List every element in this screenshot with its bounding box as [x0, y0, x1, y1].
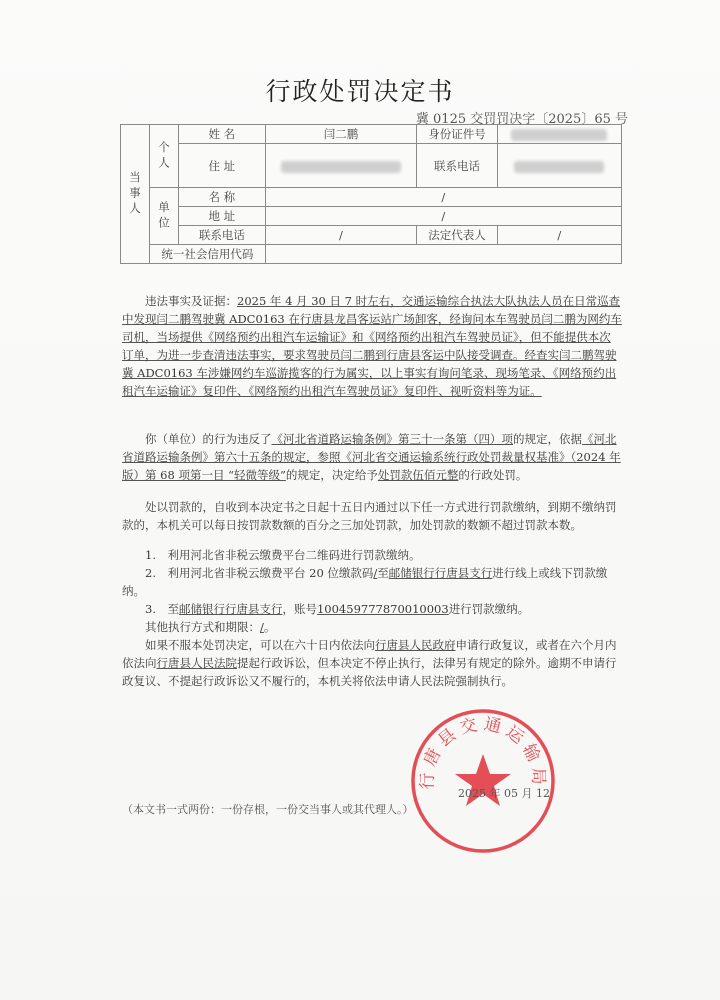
- credit-code-label: 统一社会信用代码: [150, 245, 266, 264]
- appeal-text-c: 提起行政诉讼，但本决定不停止执行，法律另有规定的除外。逾期不申请行政复议、不提起行政诉讼又不履行的，本机关将依法申请人民法院强制执行。: [122, 656, 617, 688]
- option3-text-b: ，账号: [282, 602, 317, 616]
- phone-label: 联系电话: [417, 144, 497, 188]
- option2-text-c: 进行线上或线下罚款缴纳。: [122, 566, 608, 598]
- appeal-government: 行唐县人民政府: [375, 638, 456, 652]
- document-number: 冀 0125 交罚罚决字〔2025〕65 号: [415, 112, 628, 127]
- stamp-date: 2025 年 05 月 12: [458, 787, 550, 800]
- official-seal: [408, 706, 558, 856]
- unit-label: 单位: [150, 188, 179, 245]
- name-label: 姓 名: [179, 125, 266, 144]
- document-footer-note: （本文书一式两份：一份存根，一份交当事人或其代理人。）: [122, 803, 414, 816]
- individual-label: 个人: [150, 125, 179, 188]
- facts-section: [122, 292, 622, 400]
- other-text-a: 其他执行方式和期限：: [145, 620, 260, 634]
- facts-paragraph: [122, 292, 622, 400]
- payment-option-3: [122, 600, 622, 618]
- unit-name-label: 名 称: [179, 188, 266, 207]
- option2-code-blank: /: [373, 566, 378, 580]
- credit-code-value: [265, 245, 621, 264]
- option3-account: 100459777870010003: [316, 602, 449, 616]
- address-label: 住 址: [179, 144, 266, 188]
- violation-text-2: 的规定，依据: [513, 432, 582, 446]
- basis-law: 《河北省道路运输条例》第六十五条的规定，参照《河北省交通运输系统行政处罚裁量权基准》（2024 年版）第 68 项第一目 “轻微等级”: [122, 432, 621, 482]
- unit-name-value: /: [265, 188, 621, 207]
- facts-text: 2025 年 4 月 30 日 7 时左右，交通运输综合执法大队执法人员在日常巡查中发现闫二鹏驾驶冀 ADC0163 在行唐县龙昌客运站广场卸客，经询问本车驾驶员闫二鹏为网约车司机，当场提供《网络预约出租汽车运输证》和《网络预约出租汽车驾驶员证》，但不能提供本次订单，为进一步查清违法事实，要求驾驶员闫二鹏到行唐县客运中队接受调查。经查实闫二鹏驾驶冀 ADC0163 车涉嫌网约车巡游揽客的行为属实，以上事实有询问笔录、现场笔录、《网络预约出租汽车运输证》复印件、《网络预约出租汽车驾驶员证》复印件、视听资料等为证。: [122, 294, 622, 398]
- penalty-amount: 处罚款伍佰元整: [377, 468, 459, 482]
- unit-address-label: 地 址: [179, 207, 266, 226]
- other-execution: [122, 618, 622, 636]
- option3-text-c: 进行罚款缴纳。: [448, 602, 530, 616]
- other-blank: /: [260, 620, 264, 634]
- violation-text-4: 的行政处罚。: [458, 468, 528, 482]
- party-label: 当事人: [121, 125, 150, 264]
- address-value-redacted: [265, 144, 417, 188]
- id-value-redacted: [497, 125, 621, 144]
- name-value: 闫二鹏: [265, 125, 417, 144]
- document-title: 行政处罚决定书: [265, 77, 455, 106]
- appeal-text-a: 如果不服本处罚决定，可以在六十日内依法向: [145, 638, 375, 652]
- appeal-court: 行唐县人民法院: [156, 656, 237, 670]
- violation-section: [122, 430, 622, 484]
- seal-text: 行唐县交通运输局: [417, 714, 549, 790]
- option3-text-a: 3. 至: [145, 602, 179, 616]
- violation-text-3: 的规定，决定给予: [285, 468, 378, 482]
- option2-bank: 邮储银行行唐县支行: [388, 566, 493, 580]
- party-info-table: [120, 124, 622, 264]
- facts-label: 违法事实及证据：: [145, 294, 237, 308]
- other-text-b: 。: [263, 620, 276, 634]
- appeal-paragraph: [122, 636, 622, 690]
- option2-text-a: 2. 利用河北省非税云缴费平台 20 位缴款码: [145, 566, 374, 580]
- option2-text-b: 至: [377, 566, 389, 580]
- legal-rep-label: 法定代表人: [417, 226, 497, 245]
- option3-bank: 邮储银行行唐县支行: [178, 602, 283, 616]
- violation-paragraph: [122, 430, 622, 484]
- violated-law: 《河北省道路运输条例》第三十一条第（四）项: [271, 432, 513, 446]
- payment-option-1: 1. 利用河北省非税云缴费平台二维码进行罚款缴纳。: [145, 548, 421, 562]
- phone-value-redacted: [497, 144, 621, 188]
- unit-address-value: /: [265, 207, 621, 226]
- payment-option-2: [122, 564, 622, 600]
- unit-phone-value: /: [265, 226, 417, 245]
- legal-rep-value: /: [497, 226, 621, 245]
- unit-phone-label: 联系电话: [179, 226, 266, 245]
- appeal-text-b: 申请行政复议，或者在六个月内依法向: [122, 638, 617, 670]
- payment-section: [122, 498, 622, 690]
- violation-text-1: 你（单位）的行为违反了: [145, 432, 272, 446]
- id-label: 身份证件号: [417, 125, 497, 144]
- payment-intro: 处以罚款的，自收到本决定书之日起十五日内通过以下任一方式进行罚款缴纳，到期不缴纳罚款的，本机关可以每日按罚款数额的百分之三加处罚款，加处罚款的数额不超过罚款本数。: [122, 500, 617, 532]
